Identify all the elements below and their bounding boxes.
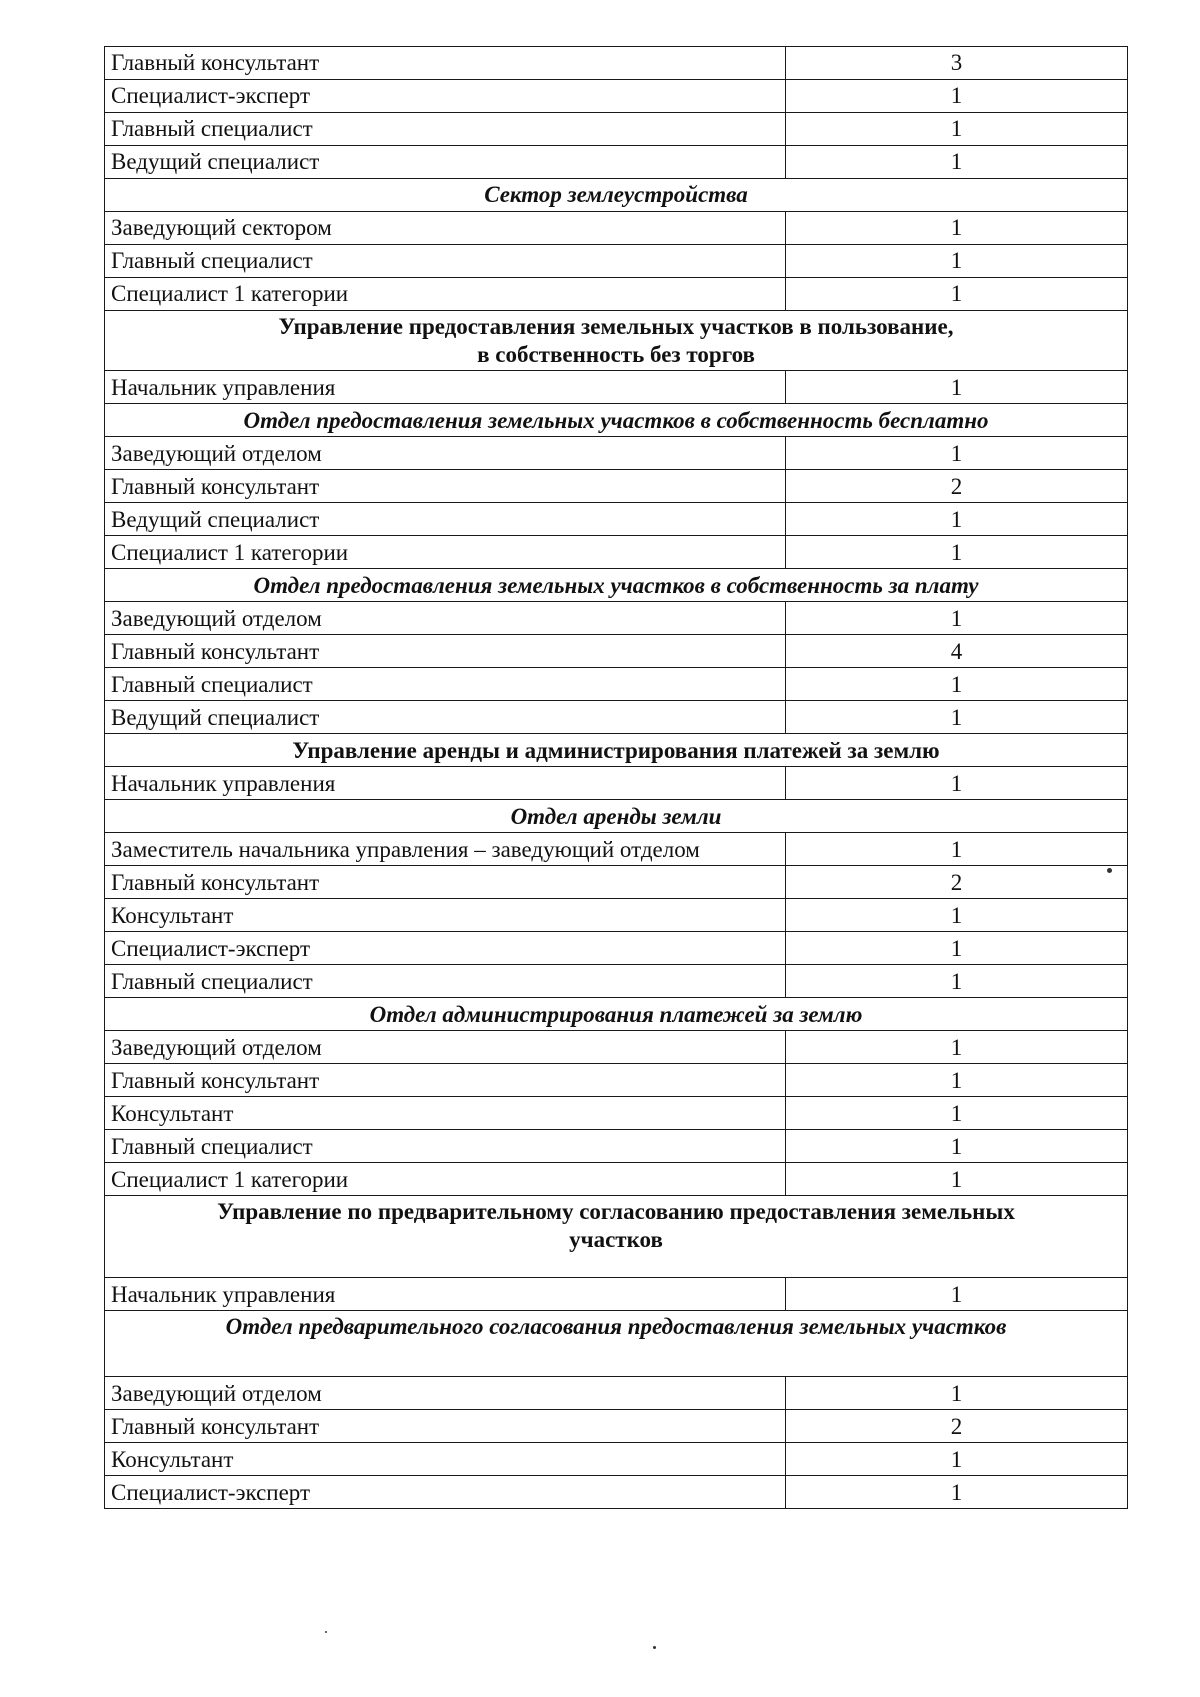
position-count: 1 [786,668,1128,701]
position-row [105,245,1128,278]
position-row [105,113,1128,146]
position-count: 1 [786,932,1128,965]
division-header-row [105,1196,1128,1278]
position-title: Главный специалист [105,965,786,998]
scan-speck [653,1646,656,1649]
position-title: Консультант [105,1097,786,1130]
position-title: Главный специалист [105,1130,786,1163]
staffing-table-body [105,47,1128,1509]
scan-speck [1107,868,1112,873]
position-row [105,1163,1128,1196]
position-count: 2 [786,1410,1128,1443]
staffing-table [104,46,1128,1509]
position-title: Заместитель начальника управления – заведующий отделом [105,833,786,866]
position-count: 1 [786,503,1128,536]
position-count: 1 [786,701,1128,734]
section-header-row [105,800,1128,833]
position-title: Главный консультант [105,470,786,503]
section-header-row [105,998,1128,1031]
position-row [105,833,1128,866]
position-count: 1 [786,965,1128,998]
position-row [105,1130,1128,1163]
position-row [105,1097,1128,1130]
position-title: Специалист 1 категории [105,278,786,311]
position-title: Ведущий специалист [105,146,786,179]
division-title-line: Управление предоставления земельных участков в пользование, [278,314,954,339]
position-title: Заведующий отделом [105,437,786,470]
position-count: 1 [786,1064,1128,1097]
position-title: Консультант [105,899,786,932]
section-header-row [105,1311,1128,1377]
section-title: Отдел предоставления земельных участков в собственность за плату [105,569,1128,602]
position-title: Ведущий специалист [105,701,786,734]
position-count: 1 [786,1163,1128,1196]
position-count: 1 [786,245,1128,278]
position-title: Ведущий специалист [105,503,786,536]
position-count: 1 [786,146,1128,179]
position-row [105,278,1128,311]
position-count: 1 [786,1443,1128,1476]
position-count: 4 [786,635,1128,668]
position-row [105,371,1128,404]
position-row [105,1031,1128,1064]
section-title: Отдел предварительного согласования предоставления земельных участков [105,1311,1128,1377]
position-count: 1 [786,1031,1128,1064]
position-count: 2 [786,470,1128,503]
position-title: Главный консультант [105,47,786,80]
position-count: 3 [786,47,1128,80]
position-row [105,1476,1128,1509]
position-row [105,932,1128,965]
position-title: Заведующий отделом [105,602,786,635]
position-title: Начальник управления [105,1278,786,1311]
division-header-row [105,311,1128,371]
position-row [105,602,1128,635]
position-count: 1 [786,371,1128,404]
position-title: Главный специалист [105,113,786,146]
section-title: Отдел аренды земли [105,800,1128,833]
position-row [105,668,1128,701]
position-title: Специалист-эксперт [105,932,786,965]
position-count: 1 [786,80,1128,113]
section-title: Отдел предоставления земельных участков в собственность бесплатно [105,404,1128,437]
position-count: 2 [786,866,1128,899]
division-header-row [105,734,1128,767]
position-title: Начальник управления [105,371,786,404]
position-title: Начальник управления [105,767,786,800]
position-count: 1 [786,1097,1128,1130]
division-title [105,734,1128,767]
division-title [105,1196,1128,1278]
position-row [105,1278,1128,1311]
position-row [105,1410,1128,1443]
position-count: 1 [786,767,1128,800]
position-count: 1 [786,536,1128,569]
position-count: 1 [786,899,1128,932]
position-row [105,1377,1128,1410]
position-count: 1 [786,437,1128,470]
position-row [105,701,1128,734]
section-title: Сектор землеустройства [105,179,1128,212]
position-row [105,965,1128,998]
position-title: Специалист 1 категории [105,1163,786,1196]
position-count: 1 [786,1278,1128,1311]
position-count: 1 [786,602,1128,635]
position-row [105,80,1128,113]
position-title: Заведующий сектором [105,212,786,245]
position-row [105,212,1128,245]
position-row [105,536,1128,569]
section-header-row [105,404,1128,437]
position-title: Специалист-эксперт [105,1476,786,1509]
position-row [105,767,1128,800]
position-title: Заведующий отделом [105,1377,786,1410]
position-title: Главный консультант [105,866,786,899]
position-row [105,635,1128,668]
position-count: 1 [786,1476,1128,1509]
position-title: Главный специалист [105,245,786,278]
position-count: 1 [786,113,1128,146]
position-title: Консультант [105,1443,786,1476]
division-title-line: Управление аренды и администрирования платежей за землю [292,737,940,763]
position-row [105,47,1128,80]
section-title: Отдел администрирования платежей за землю [105,998,1128,1031]
position-row [105,503,1128,536]
scan-speck [325,1631,327,1633]
division-title-line: участков [569,1227,663,1253]
position-title: Главный консультант [105,1410,786,1443]
position-row [105,1443,1128,1476]
division-title-line: Управление по предварительному согласованию предоставления земельных [217,1199,1015,1225]
position-title: Специалист-эксперт [105,80,786,113]
position-count: 1 [786,1377,1128,1410]
section-header-row [105,569,1128,602]
position-title: Главный специалист [105,668,786,701]
position-row [105,470,1128,503]
position-row [105,146,1128,179]
position-count: 1 [786,278,1128,311]
position-title: Главный консультант [105,1064,786,1097]
division-title [105,311,1128,371]
position-title: Главный консультант [105,635,786,668]
position-title: Заведующий отделом [105,1031,786,1064]
division-title-line: в собственность без торгов [477,342,755,368]
position-row [105,1064,1128,1097]
position-row [105,437,1128,470]
position-row [105,899,1128,932]
position-count: 1 [786,1130,1128,1163]
section-header-row [105,179,1128,212]
position-count: 1 [786,212,1128,245]
position-count: 1 [786,833,1128,866]
position-row [105,866,1128,899]
position-title: Специалист 1 категории [105,536,786,569]
